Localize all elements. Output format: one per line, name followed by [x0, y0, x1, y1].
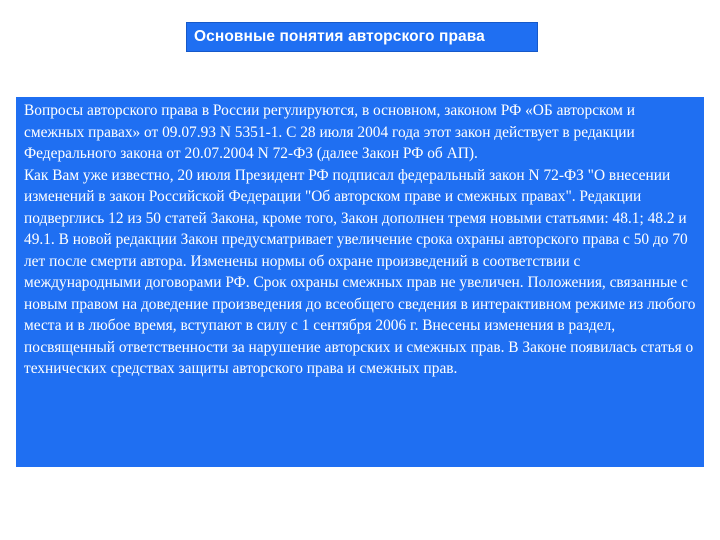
body-paragraph-1: Вопросы авторского права в России регулируются, в основном, законом РФ «ОБ авторском и смежных правах» от 09.07.93 N 5351-1. С 28 июля 2004 года этот закон действует в редакции Федерального закона от 20.07.2004 N 72-ФЗ (далее Закон РФ об АП). [24, 102, 635, 162]
slide-title: Основные понятия авторского права [194, 28, 485, 45]
slide-body-text [24, 100, 698, 380]
slide-title-box [186, 22, 538, 52]
body-paragraph-2: Как Вам уже известно, 20 июля Президент РФ подписал федеральный закон N 72-ФЗ "О внесении изменений в закон Российской Федерации "Об авторском праве и смежных правах". Редакции подверглись 12 из 50 статей Закона, кроме того, Закон дополнен тремя новыми статьями: 48.1; 48.2 и 49.1. В новой редакции Закон предусматривает увеличение срока охраны авторского права с 50 до 70 лет после смерти автора. Изменены нормы об охране произведений в соответствии с международными договорами РФ. Срок охраны смежных прав не увеличен. Положения, связанные с новым правом на доведение произведения до всеобщего сведения в интерактивном режиме из любого места и в любое время, вступают в силу с 1 сентября 2006 г. Внесены изменения в раздел, посвященный ответственности за нарушение авторских и смежных прав. В Законе появилась статья о технических средствах защиты авторского права и смежных прав. [24, 166, 696, 377]
slide-content-box [16, 97, 704, 467]
